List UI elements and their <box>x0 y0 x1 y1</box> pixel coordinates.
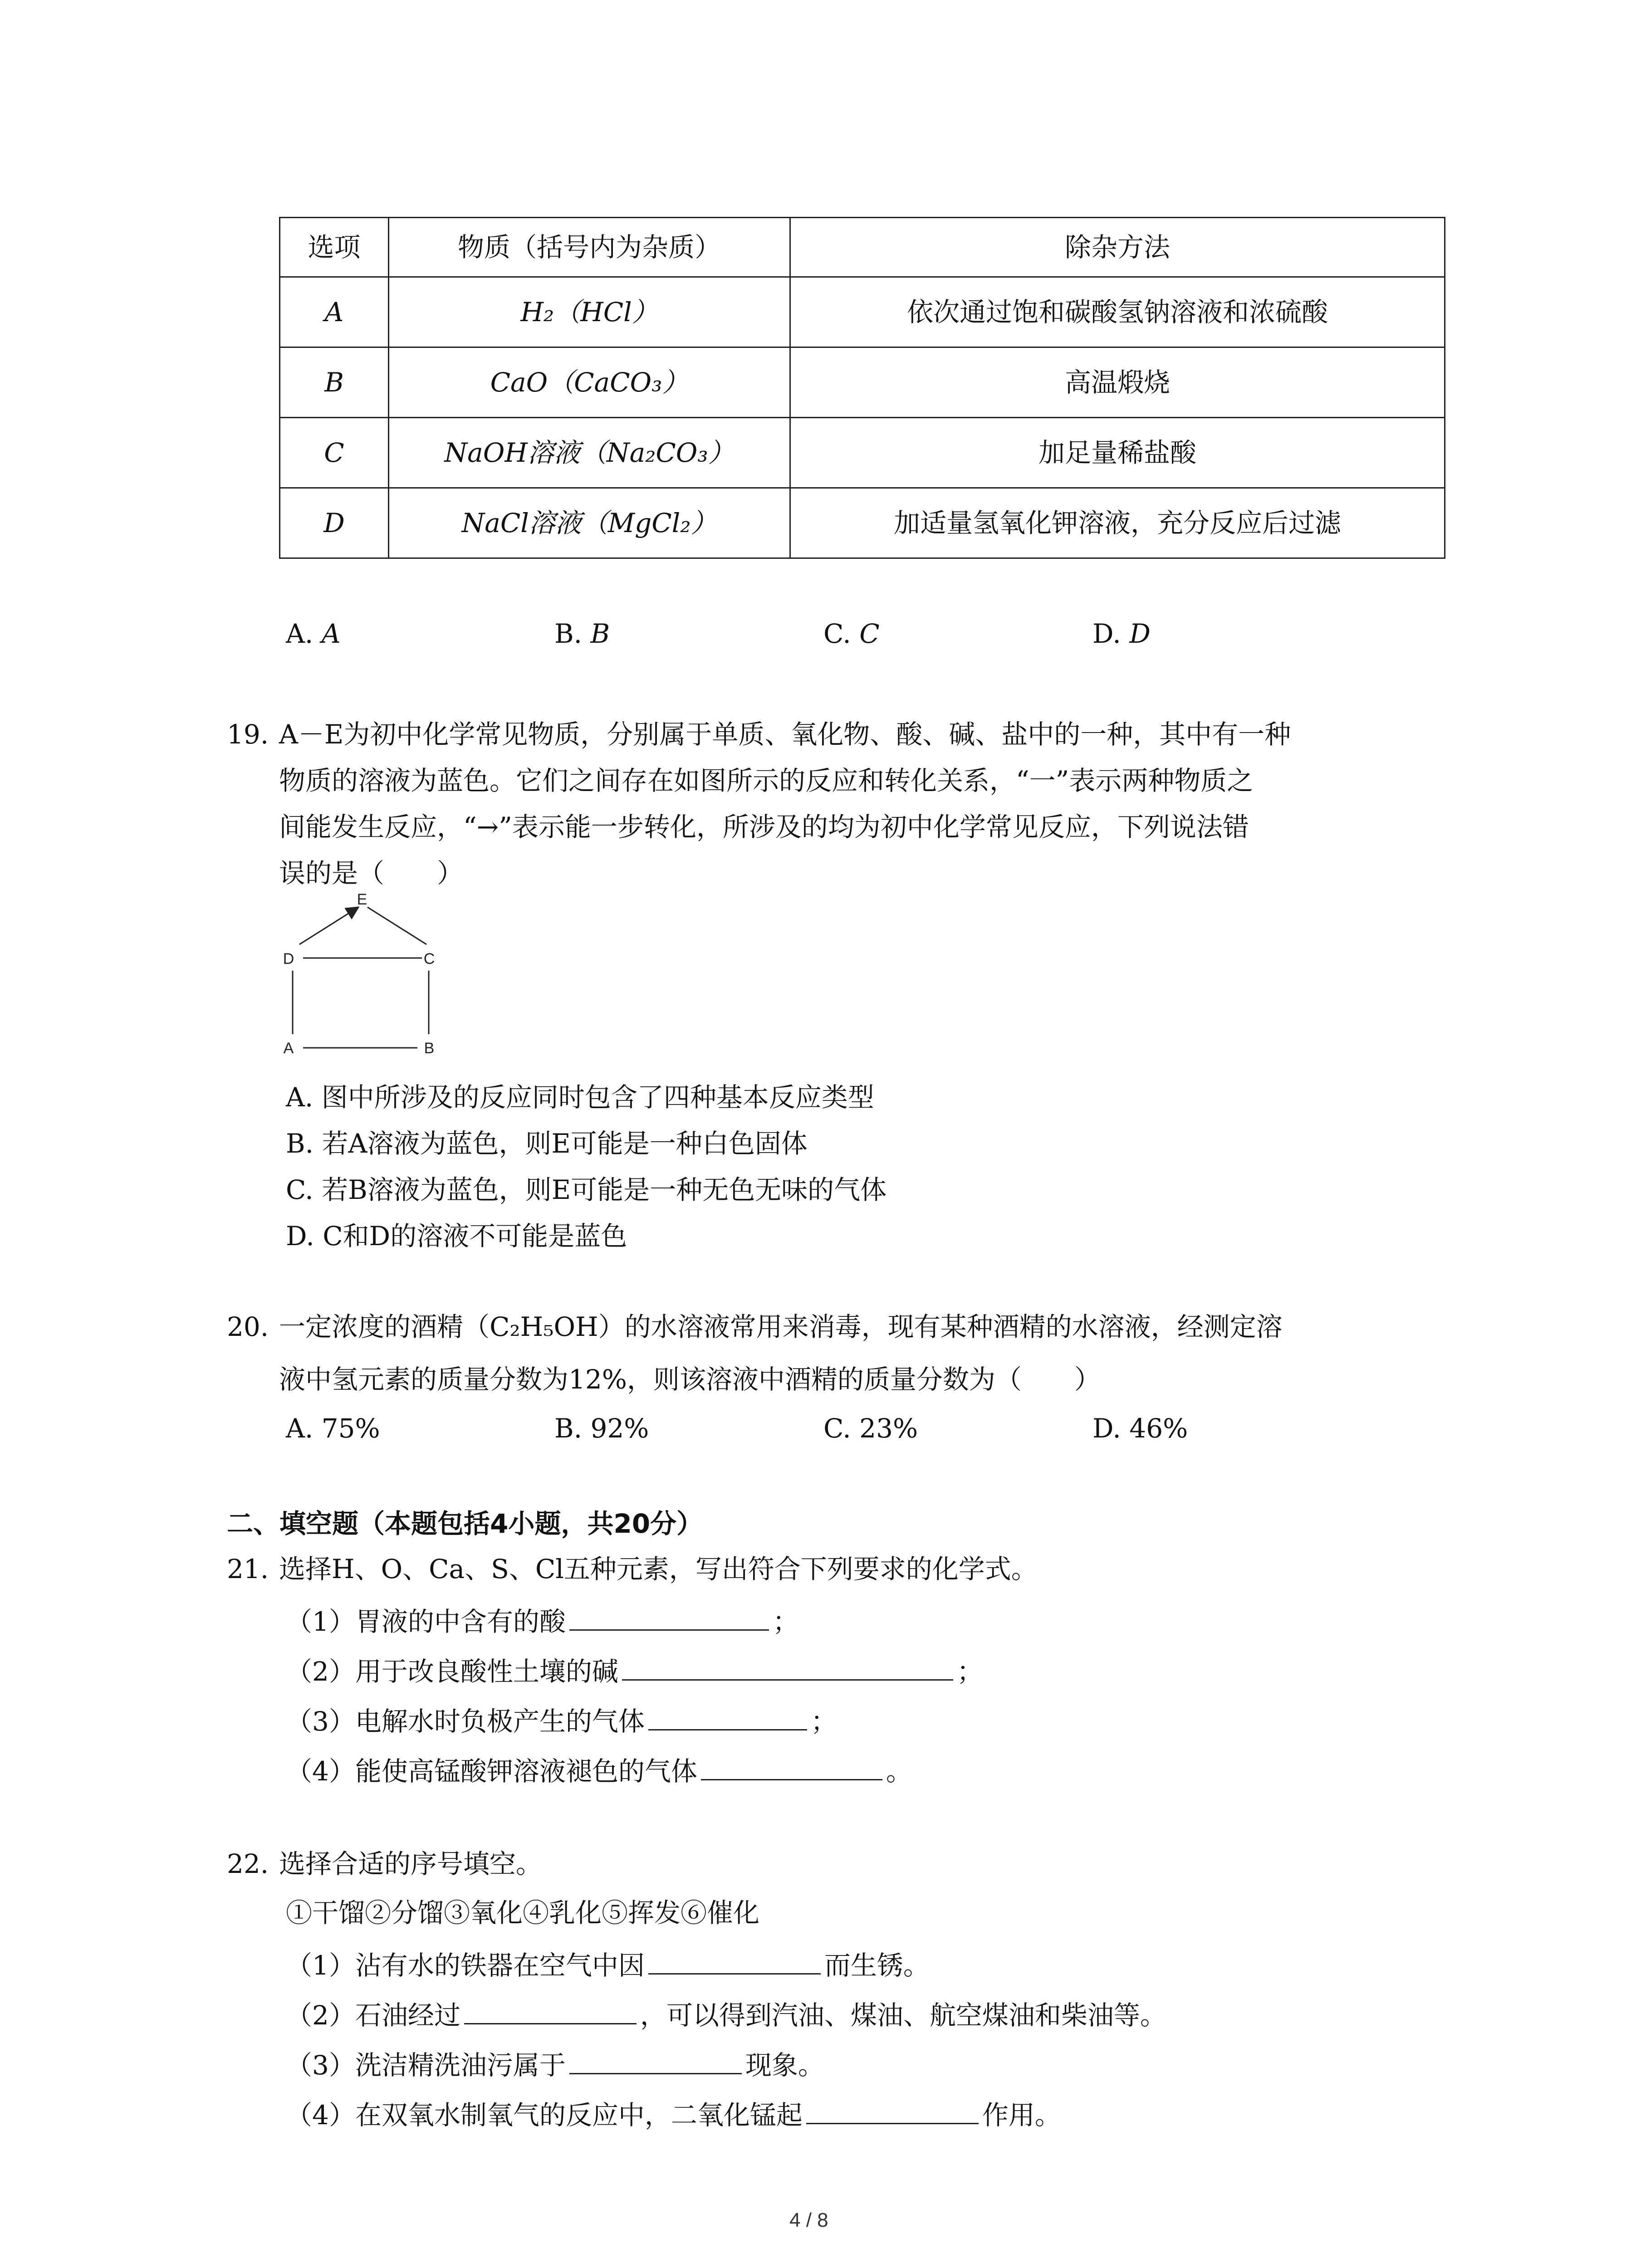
q22-number: 22. <box>227 1848 269 1879</box>
q21-item: （2）用于改良酸性土壤的碱 ； <box>286 1656 983 1687</box>
row-method: 加足量稀盐酸 <box>790 418 1445 488</box>
q19-line: 间能发生反应，“→”表示能一步转化，所涉及的均为初中化学常见反应，下列说法错 <box>279 811 1249 842</box>
row-method: 加适量氢氧化钾溶液，充分反应后过滤 <box>790 488 1445 558</box>
row-method: 依次通过饱和碳酸氢钠溶液和浓硫酸 <box>790 277 1445 347</box>
q20-number: 20. <box>227 1311 269 1342</box>
q22-options: ①干馏②分馏③氧化④乳化⑤挥发⑥催化 <box>286 1897 760 1928</box>
q19-option-b: B. 若A溶液为蓝色，则E可能是一种白色固体 <box>286 1128 808 1159</box>
line-e-c <box>367 907 426 944</box>
node-b: B <box>424 1040 435 1057</box>
header-substance: 物质（括号内为杂质） <box>389 218 790 277</box>
table-header-row <box>280 218 1445 277</box>
answer-blank[interactable] <box>569 1606 769 1631</box>
row-substance: NaCl溶液（MgCl₂） <box>389 488 790 558</box>
q20-choice-a: A. 75% <box>286 1413 380 1444</box>
row-substance: NaOH溶液（Na₂CO₃） <box>389 418 790 488</box>
q19-number: 19. <box>227 719 269 750</box>
node-d: D <box>283 950 294 968</box>
q18-choice-d: D. D <box>1092 618 1151 649</box>
q21-item: （3）电解水时负极产生的气体 ； <box>286 1706 837 1737</box>
q19-option-a: A. 图中所涉及的反应同时包含了四种基本反应类型 <box>286 1082 874 1113</box>
table-row <box>280 277 1445 347</box>
node-c: C <box>423 950 435 968</box>
answer-blank[interactable] <box>648 1706 807 1730</box>
impurity-removal-table <box>279 217 1445 559</box>
row-substance: H₂（HCl） <box>389 277 790 347</box>
header-method: 除杂方法 <box>790 218 1445 277</box>
row-option: C <box>280 418 389 488</box>
section-title: 二、填空题（本题包括4小题，共20分） <box>227 1508 703 1539</box>
q22-item: （1）沾有水的铁器在空气中因 而生锈。 <box>286 1950 930 1981</box>
q18-choice-b: B. B <box>554 618 610 649</box>
q19-line: A－E为初中化学常见物质，分别属于单质、氧化物、酸、碱、盐中的一种，其中有一种 <box>279 719 1291 750</box>
table-row <box>280 418 1445 488</box>
row-substance: CaO（CaCO₃） <box>389 347 790 418</box>
row-option: B <box>280 347 389 418</box>
q21-item: （1）胃液的中含有的酸 ； <box>286 1606 799 1637</box>
q18-choice-a: A. A <box>286 618 341 649</box>
q22-item: （4）在双氧水制氧气的反应中，二氧化锰起 作用。 <box>286 2100 1061 2131</box>
header-option: 选项 <box>280 218 389 277</box>
q22-item: （3）洗洁精洗油污属于 现象。 <box>286 2050 824 2081</box>
q19-line: 物质的溶液为蓝色。它们之间存在如图所示的反应和转化关系，“一”表示两种物质之 <box>279 765 1254 796</box>
answer-blank[interactable] <box>464 1999 637 2024</box>
q21-number: 21. <box>227 1554 269 1584</box>
reaction-diagram <box>277 889 440 1070</box>
q20-choice-d: D. 46% <box>1092 1413 1188 1444</box>
table-row <box>280 347 1445 418</box>
q18-choice-c: C. C <box>823 618 880 649</box>
q20-line: 一定浓度的酒精（C₂H₅OH）的水溶液常用来消毒，现有某种酒精的水溶液，经测定溶 <box>279 1311 1283 1342</box>
q21-stem: 选择H、O、Ca、S、Cl五种元素，写出符合下列要求的化学式。 <box>279 1554 1038 1584</box>
answer-blank[interactable] <box>806 2099 979 2124</box>
table-row <box>280 488 1445 558</box>
q19-option-c: C. 若B溶液为蓝色，则E可能是一种无色无味的气体 <box>286 1174 887 1205</box>
node-e: E <box>357 891 367 908</box>
row-option: D <box>280 488 389 558</box>
arrow-d-to-e <box>299 907 358 944</box>
q20-line: 液中氢元素的质量分数为12%，则该溶液中酒精的质量分数为（ ） <box>279 1364 1101 1395</box>
answer-blank[interactable] <box>648 1950 821 1975</box>
answer-blank[interactable] <box>569 2049 742 2074</box>
q19-option-d: D. C和D的溶液不可能是蓝色 <box>286 1221 627 1251</box>
q20-choice-b: B. 92% <box>554 1413 649 1444</box>
q19-line: 误的是（ ） <box>279 858 464 889</box>
node-a: A <box>283 1040 294 1057</box>
answer-blank[interactable] <box>622 1656 953 1681</box>
q20-choice-c: C. 23% <box>823 1413 918 1444</box>
q21-item: （4）能使高锰酸钾溶液褪色的气体 。 <box>286 1756 912 1787</box>
q22-stem: 选择合适的序号填空。 <box>279 1848 543 1879</box>
row-method: 高温煅烧 <box>790 347 1445 418</box>
q22-item: （2）石油经过 ，可以得到汽油、煤油、航空煤油和柴油等。 <box>286 2000 1166 2031</box>
answer-blank[interactable] <box>701 1755 882 1780</box>
row-option: A <box>280 277 389 347</box>
page-number: 4 / 8 <box>789 2209 828 2231</box>
